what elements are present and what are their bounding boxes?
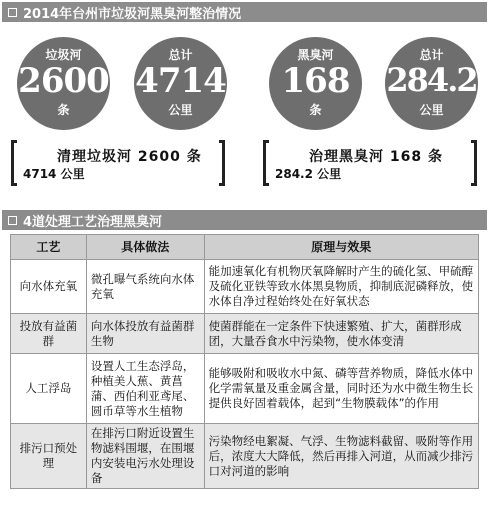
square-bullet-icon bbox=[8, 8, 17, 17]
stat-circle-black-km bbox=[385, 37, 478, 130]
process-table bbox=[10, 234, 479, 489]
effect-cell: 污染物经电絮凝、气浮、生物滤料截留、吸附等作用后，浓度大大降低，然后再排入河道，从而减少排污口对河道的影响 bbox=[204, 424, 478, 489]
stat-label: 总计 bbox=[419, 48, 444, 62]
process-cell: 向水体充氧 bbox=[11, 260, 87, 314]
table-row bbox=[11, 260, 479, 314]
stat-value: 168 bbox=[281, 61, 350, 101]
bracket-left bbox=[263, 140, 269, 186]
summary-line1: 清理垃圾河 2600 条 bbox=[57, 149, 202, 165]
method-cell: 在排污口附近设置生物滤料围堰，在围堰内安装电污水处理设备 bbox=[86, 424, 204, 489]
stat-value: 2600 bbox=[18, 61, 109, 101]
header-effect: 原理与效果 bbox=[204, 235, 478, 260]
effect-cell: 能够吸附和吸收水中氮、磷等营养物质，降低水体中化学需氧量及重金属含量，同时还为水中微生物生长提供良好固着载体，起到“生物膜载体”的作用 bbox=[204, 354, 478, 424]
table-header-row bbox=[11, 235, 479, 260]
method-cell: 微孔曝气系统向水体充氧 bbox=[86, 260, 204, 314]
stat-circle-garbage-rivers bbox=[17, 37, 110, 130]
stat-label: 黑臭河 bbox=[297, 48, 334, 62]
stat-unit: 公里 bbox=[419, 103, 444, 117]
summary-line1: 治理黑臭河 168 条 bbox=[309, 149, 443, 165]
section-header-processes bbox=[2, 210, 487, 230]
table-row bbox=[11, 354, 479, 424]
stat-unit: 条 bbox=[309, 103, 322, 117]
bracket-right bbox=[471, 140, 477, 186]
stat-unit: 公里 bbox=[168, 103, 193, 117]
summary-garbage-rivers bbox=[11, 140, 225, 186]
section-title: 2014年台州市垃圾河黑臭河整治情况 bbox=[23, 6, 242, 22]
square-bullet-icon bbox=[8, 216, 17, 225]
effect-cell: 使菌群能在一定条件下快速繁殖、扩大，菌群形成团，大量吞食水中污染物，使水体变清 bbox=[204, 314, 478, 354]
header-method: 具体做法 bbox=[86, 235, 204, 260]
table-row bbox=[11, 424, 479, 489]
stat-unit: 条 bbox=[57, 103, 70, 117]
section-title: 4道处理工艺治理黑臭河 bbox=[23, 214, 163, 230]
stat-value: 4714 bbox=[135, 61, 226, 101]
effect-cell: 能加速氧化有机物厌氧降解时产生的硫化氢、甲硫醇及硫化亚铁等致水体黑臭物质，抑制底泥磷释放，使水体自净过程始终处在好氧状态 bbox=[204, 260, 478, 314]
header-process: 工艺 bbox=[11, 235, 87, 260]
process-cell: 人工浮岛 bbox=[11, 354, 87, 424]
method-cell: 向水体投放有益菌群生物 bbox=[86, 314, 204, 354]
table-row bbox=[11, 314, 479, 354]
section-header-rectification bbox=[2, 2, 487, 22]
bracket-right bbox=[219, 140, 225, 186]
bracket-left bbox=[11, 140, 17, 186]
summary-line2: 284.2 公里 bbox=[275, 167, 342, 181]
stat-label: 垃圾河 bbox=[45, 48, 82, 62]
summary-black-rivers bbox=[263, 140, 477, 186]
summary-line2: 4714 公里 bbox=[23, 167, 85, 181]
stat-value: 284.2 bbox=[386, 61, 477, 99]
stat-circle-black-rivers bbox=[269, 37, 362, 130]
stat-label: 总计 bbox=[168, 48, 193, 62]
process-cell: 排污口预处理 bbox=[11, 424, 87, 489]
process-cell: 投放有益菌群 bbox=[11, 314, 87, 354]
method-cell: 设置人工生态浮岛，种植美人蕉、黄菖蒲、西伯利亚鸢尾、圆币草等水生植物 bbox=[86, 354, 204, 424]
stat-circle-garbage-km bbox=[134, 37, 227, 130]
